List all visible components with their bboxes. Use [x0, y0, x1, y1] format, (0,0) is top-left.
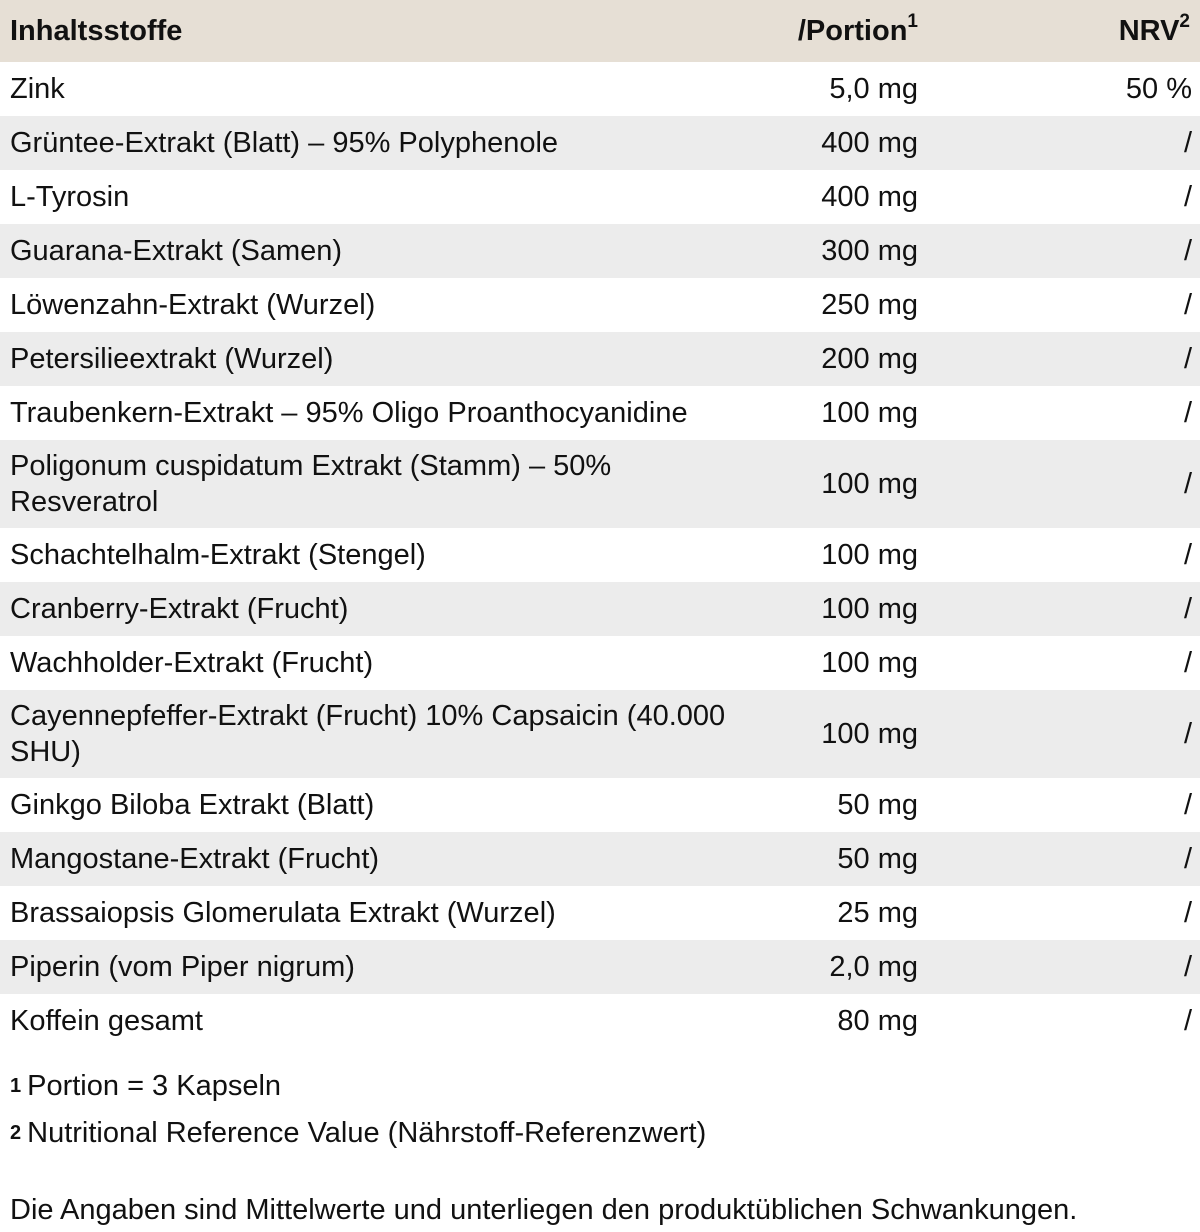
table-row [0, 886, 1200, 940]
ingredient-amount: 80 mg [837, 1005, 918, 1037]
header-nrv-label: NRV [1118, 15, 1180, 47]
table-row [0, 386, 1200, 440]
ingredient-amount: 100 mg [821, 397, 918, 429]
footnotes [0, 1064, 1200, 1158]
ingredient-nrv: / [1183, 181, 1192, 213]
ingredient-name: Koffein gesamt [10, 1005, 203, 1037]
ingredient-name: Grüntee-Extrakt (Blatt) – 95% Polyphenole [10, 127, 559, 159]
ingredient-nrv: / [1183, 468, 1192, 500]
ingredient-name: Piperin (vom Piper nigrum) [10, 951, 355, 983]
table-row [0, 940, 1200, 994]
table-row [0, 116, 1200, 170]
ingredient-nrv: / [1183, 289, 1192, 321]
header-portion-label: /Portion [797, 15, 908, 47]
ingredient-name: Traubenkern-Extrakt – 95% Oligo Proanthocyanidine [10, 397, 688, 429]
ingredient-amount: 200 mg [821, 343, 918, 375]
disclaimer: Die Angaben sind Mittelwerte und unterliegen den produktüblichen Schwankungen. [10, 1194, 1078, 1226]
table-row [0, 636, 1200, 690]
table-row [0, 278, 1200, 332]
ingredient-amount: 50 mg [837, 843, 918, 875]
table-row [0, 170, 1200, 224]
ingredient-nrv: / [1183, 343, 1192, 375]
footnote [10, 1064, 1200, 1111]
table-row [0, 62, 1200, 116]
ingredient-name: Petersilieextrakt (Wurzel) [10, 343, 334, 375]
ingredient-amount: 250 mg [821, 289, 918, 321]
table-row [0, 582, 1200, 636]
header-nrv-footnote-mark: 2 [1179, 11, 1190, 33]
ingredient-amount: 2,0 mg [829, 951, 918, 983]
ingredient-name: Poligonum cuspidatum Extrakt (Stamm) – 50% Resveratrol [10, 450, 612, 518]
ingredient-amount: 50 mg [837, 789, 918, 821]
ingredient-nrv: / [1183, 539, 1192, 571]
ingredient-name: Cayennepfeffer-Extrakt (Frucht) 10% Capsaicin (40.000 SHU) [10, 700, 726, 768]
ingredient-name: L-Tyrosin [10, 181, 130, 213]
ingredient-nrv: / [1183, 647, 1192, 679]
table-row [0, 778, 1200, 832]
footnote [10, 1111, 1200, 1158]
table-row [0, 224, 1200, 278]
ingredient-amount: 300 mg [821, 235, 918, 267]
ingredient-amount: 100 mg [821, 468, 918, 500]
ingredient-amount: 100 mg [821, 539, 918, 571]
header-ingredient-label: Inhaltsstoffe [10, 15, 183, 47]
ingredient-name: Löwenzahn-Extrakt (Wurzel) [10, 289, 376, 321]
ingredient-nrv: / [1183, 789, 1192, 821]
header-ingredient [0, 0, 738, 62]
table-row [0, 528, 1200, 582]
ingredient-amount: 100 mg [821, 593, 918, 625]
table-body [0, 62, 1200, 1048]
ingredient-nrv: / [1183, 843, 1192, 875]
table-row [0, 994, 1200, 1048]
table-row [0, 832, 1200, 886]
table-row [0, 332, 1200, 386]
ingredient-name: Guarana-Extrakt (Samen) [10, 235, 343, 267]
ingredient-name: Schachtelhalm-Extrakt (Stengel) [10, 539, 426, 571]
footnote-text: Portion = 3 Kapseln [27, 1070, 282, 1102]
ingredient-nrv: 50 % [1125, 73, 1192, 105]
ingredient-name: Cranberry-Extrakt (Frucht) [10, 593, 349, 625]
ingredient-name: Mangostane-Extrakt (Frucht) [10, 843, 380, 875]
header-portion-footnote-mark: 1 [907, 11, 918, 33]
ingredient-name: Brassaiopsis Glomerulata Extrakt (Wurzel) [10, 897, 556, 929]
ingredient-nrv: / [1183, 951, 1192, 983]
ingredient-amount: 100 mg [821, 647, 918, 679]
ingredient-amount: 100 mg [821, 718, 918, 750]
header-nrv [928, 0, 1200, 62]
ingredient-name: Wachholder-Extrakt (Frucht) [10, 647, 374, 679]
ingredient-nrv: / [1183, 718, 1192, 750]
ingredient-name: Zink [10, 73, 65, 105]
ingredient-amount: 400 mg [821, 127, 918, 159]
ingredient-name: Ginkgo Biloba Extrakt (Blatt) [10, 789, 375, 821]
table-header [0, 0, 1200, 62]
ingredient-amount: 25 mg [837, 897, 918, 929]
ingredient-nrv: / [1183, 593, 1192, 625]
ingredient-nrv: / [1183, 235, 1192, 267]
ingredient-amount: 5,0 mg [829, 73, 918, 105]
footnote-mark: 2 [10, 1122, 22, 1144]
header-row [0, 0, 1200, 62]
ingredient-nrv: / [1183, 127, 1192, 159]
table-row [0, 440, 1200, 528]
ingredient-nrv: / [1183, 1005, 1192, 1037]
ingredient-nrv: / [1183, 397, 1192, 429]
ingredient-nrv: / [1183, 897, 1192, 929]
footnote-mark: 1 [10, 1075, 22, 1097]
table-row [0, 690, 1200, 778]
footnote-text: Nutritional Reference Value (Nährstoff-Referenzwert) [27, 1117, 707, 1149]
header-portion [738, 0, 928, 62]
ingredient-amount: 400 mg [821, 181, 918, 213]
